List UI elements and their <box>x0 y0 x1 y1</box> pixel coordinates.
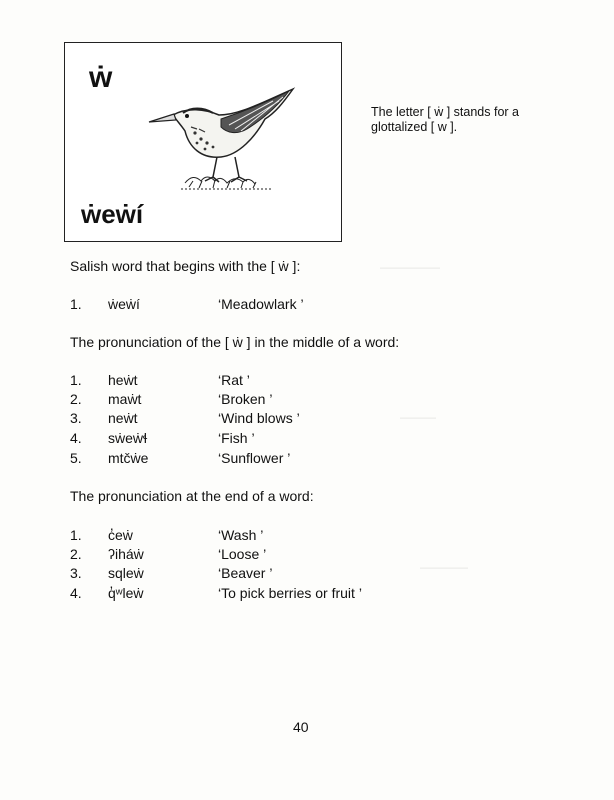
illustration-caption: The letter [ ẇ ] stands for a glottalized [ w ]. <box>371 105 519 134</box>
item-number: 1. <box>70 296 82 312</box>
salish-word: q̓ʷleẇ <box>108 585 144 601</box>
list-item <box>70 296 490 314</box>
item-number: 5. <box>70 450 82 466</box>
item-number: 3. <box>70 565 82 581</box>
item-number: 1. <box>70 372 82 388</box>
english-gloss: ‘Sunflower ’ <box>218 450 291 466</box>
english-gloss: ‘Rat ’ <box>218 372 250 388</box>
illustration-frame <box>64 42 342 242</box>
item-number: 1. <box>70 527 82 543</box>
bleed-through-mark: ————— <box>380 260 440 274</box>
salish-word: c̓eẇ <box>108 527 133 543</box>
list-item <box>70 372 490 390</box>
english-gloss: ‘Wash ’ <box>218 527 264 543</box>
salish-word: ẇeẇí <box>108 296 140 312</box>
english-gloss: ‘Loose ’ <box>218 546 267 562</box>
list-item <box>70 391 490 409</box>
item-number: 2. <box>70 546 82 562</box>
list-item <box>70 585 490 603</box>
english-gloss: ‘Meadowlark ’ <box>218 296 304 312</box>
salish-word: sẇeẇɬ <box>108 430 148 446</box>
section2-heading: The pronunciation of the [ ẇ ] in the middle of a word: <box>70 334 400 350</box>
featured-letter: ẇ <box>89 61 113 94</box>
page-number: 40 <box>293 719 309 735</box>
salish-word: sqleẇ <box>108 565 144 581</box>
english-gloss: ‘Beaver ’ <box>218 565 273 581</box>
item-number: 2. <box>70 391 82 407</box>
list-item <box>70 410 490 428</box>
item-number: 3. <box>70 410 82 426</box>
english-gloss: ‘Fish ’ <box>218 430 255 446</box>
salish-word: maẇt <box>108 391 142 407</box>
english-gloss: ‘Broken ’ <box>218 391 273 407</box>
salish-word: neẇt <box>108 410 138 426</box>
salish-word: mtčẇe <box>108 450 149 466</box>
salish-word: ʔiháẇ <box>108 546 144 562</box>
list-item <box>70 450 490 468</box>
list-item <box>70 546 490 564</box>
meadowlark-bird-icon <box>143 85 313 195</box>
item-number: 4. <box>70 430 82 446</box>
bleed-through-mark: ——— <box>400 410 436 424</box>
english-gloss: ‘To pick berries or fruit ’ <box>218 585 362 601</box>
list-item <box>70 565 490 583</box>
featured-word: ẇeẇí <box>81 199 144 229</box>
item-number: 4. <box>70 585 82 601</box>
list-item <box>70 527 490 545</box>
salish-word: heẇt <box>108 372 138 388</box>
english-gloss: ‘Wind blows ’ <box>218 410 300 426</box>
section1-heading: Salish word that begins with the [ ẇ ]: <box>70 258 301 274</box>
list-item <box>70 430 490 448</box>
section3-heading: The pronunciation at the end of a word: <box>70 488 314 504</box>
bleed-through-mark: ———— <box>420 560 468 574</box>
